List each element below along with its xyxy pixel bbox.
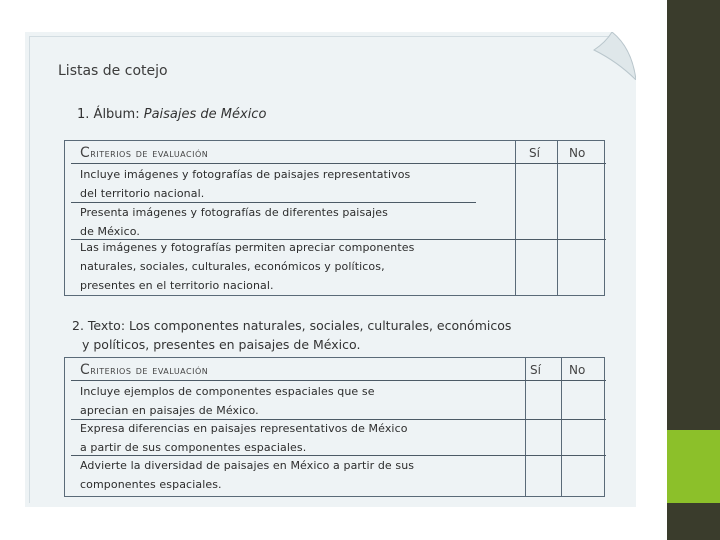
table1-criterion-1: Incluye imágenes y fotografías de paisajes representativos del territorio nacional. (80, 168, 411, 200)
column-divider (515, 141, 516, 295)
column-divider (557, 141, 558, 295)
table2-criterion-1: Incluye ejemplos de componentes espaciales que se aprecian en paisajes de México. (80, 385, 375, 417)
checklist-table-1 (64, 140, 605, 296)
green-accent-square (667, 430, 720, 503)
table2-yes-header: Sí (530, 363, 541, 377)
section1-number: 1. (77, 107, 90, 122)
row-divider (71, 163, 606, 164)
table2-no-header: No (569, 363, 586, 377)
section1-subject: Paisajes de México (143, 107, 267, 122)
table2-criteria-header: Criterios de evaluación (80, 362, 209, 378)
table1-criteria-header: Criterios de evaluación (80, 145, 209, 161)
table1-criterion-3: Las imágenes y fotografías permiten apreciar componentes naturales, sociales, culturales, económicos y políticos, presentes en el territorio nacional. (80, 241, 415, 292)
table1-criterion-2: Presenta imágenes y fotografías de diferentes paisajes de México. (80, 206, 388, 238)
column-divider (561, 358, 562, 496)
table2-criterion-3: Advierte la diversidad de paisajes en México a partir de sus componentes espaciales. (80, 459, 415, 491)
column-divider (525, 358, 526, 496)
section1-label: Álbum: (93, 107, 140, 122)
checklist-table-2 (64, 357, 605, 497)
page-curl-icon (588, 32, 636, 80)
row-divider (71, 380, 606, 381)
table1-yes-header: Sí (529, 146, 540, 160)
section2-heading: 2. Texto: Los componentes naturales, sociales, culturales, económicos y políticos, presentes en paisajes de México. (72, 318, 512, 352)
table2-criterion-2: Expresa diferencias en paisajes representativos de México a partir de sus componentes espaciales. (80, 422, 408, 454)
page-title: Listas de cotejo (58, 63, 168, 79)
table1-no-header: No (569, 146, 586, 160)
section1-heading (77, 107, 266, 122)
